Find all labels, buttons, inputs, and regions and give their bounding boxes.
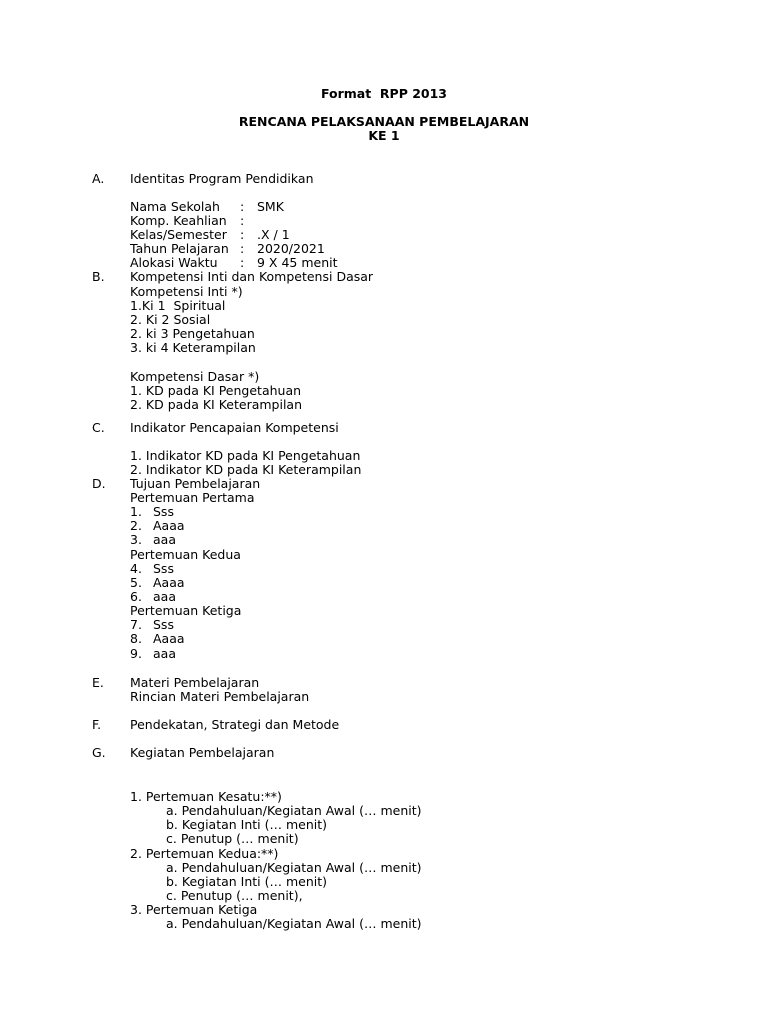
kd-item: 1. KD pada KI Pengetahuan xyxy=(130,383,302,398)
objective-text: Aaaa xyxy=(153,518,185,533)
identity-value: SMK xyxy=(257,199,284,214)
objective-number: 4. xyxy=(130,561,142,576)
activity-item: a. Pendahuluan/Kegiatan Awal (… menit) xyxy=(166,860,422,875)
section-b-title: Kompetensi Inti dan Kompetensi Dasar xyxy=(130,269,374,284)
objective-number: 5. xyxy=(130,575,142,590)
objective-text: aaa xyxy=(153,646,176,661)
meeting-title: Pertemuan Pertama xyxy=(130,490,255,505)
identity-label: Tahun Pelajaran xyxy=(130,241,229,256)
ki-item: 3. ki 4 Keterampilan xyxy=(130,340,256,355)
objective-text: aaa xyxy=(153,589,176,604)
ki-heading: Kompetensi Inti *) xyxy=(130,284,243,299)
objective-number: 3. xyxy=(130,532,142,547)
objective-number: 1. xyxy=(130,504,142,519)
objective-text: aaa xyxy=(153,532,176,547)
identity-colon: : xyxy=(240,199,245,214)
objective-text: Aaaa xyxy=(153,631,185,646)
section-b-letter: B. xyxy=(92,269,105,284)
meeting-title: Pertemuan Kedua xyxy=(130,547,241,562)
section-a-title: Identitas Program Pendidikan xyxy=(130,171,314,186)
identity-label: Alokasi Waktu xyxy=(130,255,218,270)
identity-value: .X / 1 xyxy=(257,227,290,242)
section-c-letter: C. xyxy=(92,420,105,435)
identity-value: 2020/2021 xyxy=(257,241,325,256)
format-title: Format RPP 2013 xyxy=(320,86,447,101)
activity-meeting-title: 1. Pertemuan Kesatu:**) xyxy=(130,789,282,804)
ki-item: 1.Ki 1 Spiritual xyxy=(130,298,226,313)
identity-label: Nama Sekolah xyxy=(130,199,220,214)
identity-colon: : xyxy=(240,255,245,270)
section-d-letter: D. xyxy=(92,476,106,491)
objective-number: 2. xyxy=(130,518,142,533)
identity-colon: : xyxy=(240,213,245,228)
objective-number: 6. xyxy=(130,589,142,604)
section-a-letter: A. xyxy=(92,171,105,186)
section-e-title: Materi Pembelajaran xyxy=(130,675,260,690)
objective-number: 9. xyxy=(130,646,142,661)
objective-text: Aaaa xyxy=(153,575,185,590)
kd-item: 2. KD pada KI Keterampilan xyxy=(130,397,303,412)
objective-text: Sss xyxy=(153,617,174,632)
objective-text: Sss xyxy=(153,561,174,576)
activity-meeting-title: 2. Pertemuan Kedua:**) xyxy=(130,846,279,861)
identity-value: 9 X 45 menit xyxy=(257,255,338,270)
indicator-item: 2. Indikator KD pada KI Keterampilan xyxy=(130,462,362,477)
section-g-letter: G. xyxy=(92,745,106,760)
identity-label: Komp. Keahlian xyxy=(130,213,227,228)
identity-colon: : xyxy=(240,227,245,242)
kd-heading: Kompetensi Dasar *) xyxy=(130,369,260,384)
section-e-subtitle: Rincian Materi Pembelajaran xyxy=(130,689,310,704)
objective-number: 8. xyxy=(130,631,142,646)
activity-item: c. Penutup (… menit) xyxy=(166,831,299,846)
section-d-title: Tujuan Pembelajaran xyxy=(130,476,261,491)
activity-item: a. Pendahuluan/Kegiatan Awal (… menit) xyxy=(166,916,422,931)
document-title-meeting: KE 1 xyxy=(368,128,400,143)
meeting-title: Pertemuan Ketiga xyxy=(130,603,242,618)
section-e-letter: E. xyxy=(92,675,104,690)
objective-number: 7. xyxy=(130,617,142,632)
indicator-item: 1. Indikator KD pada KI Pengetahuan xyxy=(130,448,361,463)
activity-item: b. Kegiatan Inti (… menit) xyxy=(166,817,328,832)
section-c-title: Indikator Pencapaian Kompetensi xyxy=(130,420,339,435)
section-f-title: Pendekatan, Strategi dan Metode xyxy=(130,717,340,732)
activity-item: b. Kegiatan Inti (… menit) xyxy=(166,874,328,889)
objective-text: Sss xyxy=(153,504,174,519)
activity-meeting-title: 3. Pertemuan Ketiga xyxy=(130,902,258,917)
document-title: RENCANA PELAKSANAAN PEMBELAJARAN xyxy=(238,114,530,129)
activity-item: a. Pendahuluan/Kegiatan Awal (… menit) xyxy=(166,803,422,818)
activity-item: c. Penutup (… menit), xyxy=(166,888,303,903)
ki-item: 2. Ki 2 Sosial xyxy=(130,312,211,327)
identity-label: Kelas/Semester xyxy=(130,227,227,242)
ki-item: 2. ki 3 Pengetahuan xyxy=(130,326,255,341)
identity-colon: : xyxy=(240,241,245,256)
section-f-letter: F. xyxy=(92,717,102,732)
section-g-title: Kegiatan Pembelajaran xyxy=(130,745,275,760)
